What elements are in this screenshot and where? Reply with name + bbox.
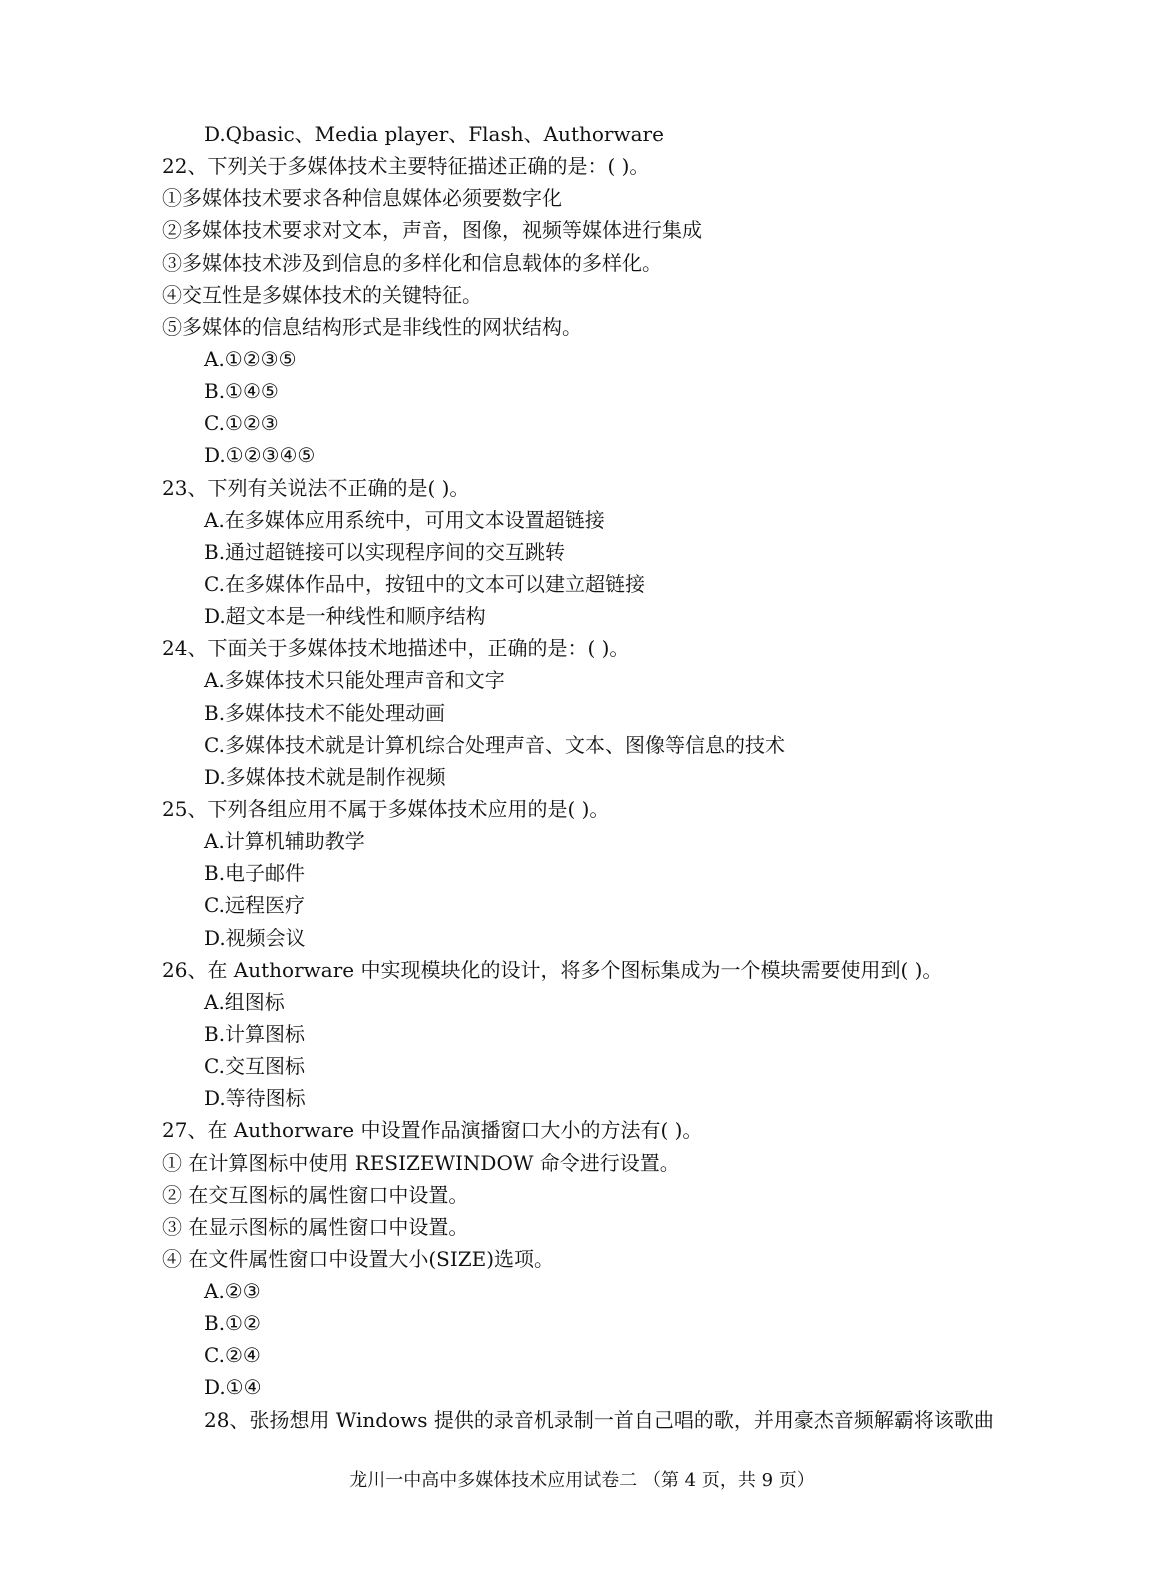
statement-item: ② 在交互图标的属性窗口中设置。 xyxy=(162,1182,469,1207)
answer-option: D.多媒体技术就是制作视频 xyxy=(204,764,446,789)
answer-option: D.Qbasic、Media player、Flash、Authorware xyxy=(204,122,664,146)
statement-item: ②多媒体技术要求对文本，声音，图像，视频等媒体进行集成 xyxy=(162,218,702,243)
answer-option: C.②④ xyxy=(204,1343,261,1368)
question-stem: 27、在 Authorware 中设置作品演播窗口大小的方法有( )。 xyxy=(162,1118,703,1143)
question-stem: 25、下列各组应用不属于多媒体技术应用的是( )。 xyxy=(162,796,610,821)
answer-option: D.超文本是一种线性和顺序结构 xyxy=(204,604,486,629)
question-stem: 28、张扬想用 Windows 提供的录音机录制一首自己唱的歌，并用豪杰音频解霸将该歌曲 xyxy=(204,1407,994,1432)
question-stem: 23、下列有关说法不正确的是( )。 xyxy=(162,475,470,500)
answer-option: A.多媒体技术只能处理声音和文字 xyxy=(204,668,505,693)
answer-option: C.在多媒体作品中，按钮中的文本可以建立超链接 xyxy=(204,571,645,596)
answer-option: A.②③ xyxy=(204,1279,261,1304)
question-stem: 26、在 Authorware 中实现模块化的设计，将多个图标集成为一个模块需要使用到( )。 xyxy=(162,957,943,982)
page-footer: 龙川一中高中多媒体技术应用试卷二 （第 4 页，共 9 页） xyxy=(349,1470,815,1491)
answer-option: A.组图标 xyxy=(204,989,285,1014)
statement-item: ⑤多媒体的信息结构形式是非线性的网状结构。 xyxy=(162,314,582,339)
answer-option: C.交互图标 xyxy=(204,1054,305,1079)
answer-option: B.计算图标 xyxy=(204,1021,306,1046)
answer-option: A.计算机辅助教学 xyxy=(204,829,365,854)
answer-option: C.多媒体技术就是计算机综合处理声音、文本、图像等信息的技术 xyxy=(204,732,785,757)
question-stem: 24、下面关于多媒体技术地描述中，正确的是：( )。 xyxy=(162,636,630,661)
statement-item: ③多媒体技术涉及到信息的多样化和信息载体的多样化。 xyxy=(162,250,662,275)
statement-item: ① 在计算图标中使用 RESIZEWINDOW 命令进行设置。 xyxy=(162,1150,680,1175)
answer-option: D.①④ xyxy=(204,1375,262,1400)
answer-option: D.视频会议 xyxy=(204,925,306,950)
answer-option: A.①②③⑤ xyxy=(204,346,297,371)
answer-option: C.远程医疗 xyxy=(204,893,305,918)
statement-item: ①多媒体技术要求各种信息媒体必须要数字化 xyxy=(162,186,562,211)
answer-option: B.电子邮件 xyxy=(204,861,306,886)
answer-option: B.①④⑤ xyxy=(204,379,279,404)
question-stem: 22、下列关于多媒体技术主要特征描述正确的是：( )。 xyxy=(162,154,650,179)
answer-option: C.①②③ xyxy=(204,411,279,436)
answer-option: D.等待图标 xyxy=(204,1086,306,1111)
statement-item: ④交互性是多媒体技术的关键特征。 xyxy=(162,282,482,307)
answer-option: B.多媒体技术不能处理动画 xyxy=(204,700,446,725)
answer-option: B.①② xyxy=(204,1311,261,1336)
answer-option: B.通过超链接可以实现程序间的交互跳转 xyxy=(204,539,566,564)
answer-option: A.在多媒体应用系统中，可用文本设置超链接 xyxy=(204,507,605,532)
statement-item: ③ 在显示图标的属性窗口中设置。 xyxy=(162,1214,469,1239)
answer-option: D.①②③④⑤ xyxy=(204,443,316,468)
statement-item: ④ 在文件属性窗口中设置大小(SIZE)选项。 xyxy=(162,1246,555,1271)
question-content xyxy=(162,118,1062,1436)
